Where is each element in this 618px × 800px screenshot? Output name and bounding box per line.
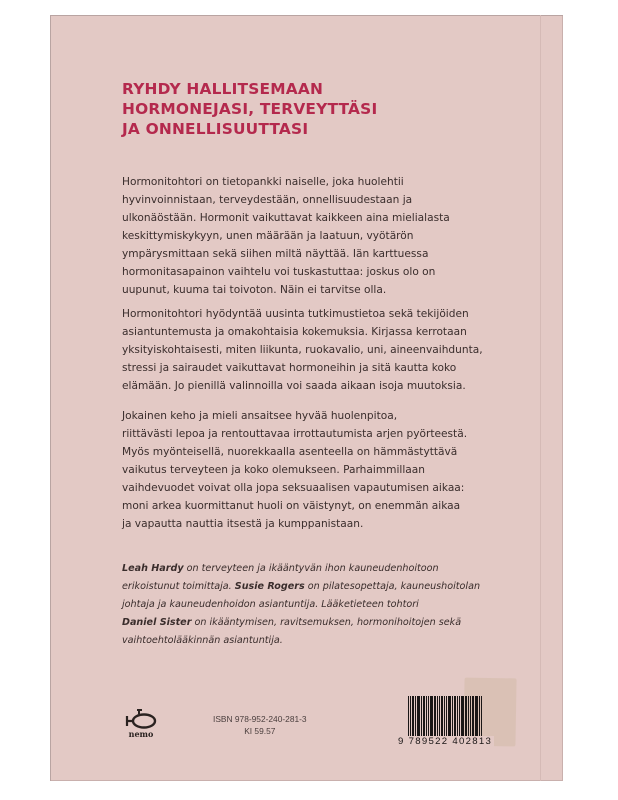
text-line: uupunut, kuuma tai toivoton. Näin ei tarvitse olla. bbox=[122, 284, 387, 296]
author-name: Leah Hardy bbox=[122, 563, 184, 574]
headline-line: JA ONNELLISUUTTASI bbox=[122, 120, 309, 138]
publisher-name: nemo bbox=[128, 729, 154, 739]
text-line: ja vapautta nauttia itsestä ja kumppanistaan. bbox=[122, 518, 364, 530]
publisher-logo bbox=[119, 708, 163, 748]
text-line: ulkonäöstään. Hormonit vaikuttavat kaikkeen aina mielialasta bbox=[122, 212, 450, 224]
text-line: stressi ja sairaudet vaikuttavat hormoneihin ja sitä kautta koko bbox=[122, 362, 457, 374]
text-line: keskittymiskykyyn, unen määrään ja laatuun, vyötärön bbox=[122, 230, 414, 242]
cover-fold-line bbox=[540, 15, 541, 781]
bio-text: erikoistunut toimittaja. bbox=[122, 581, 235, 592]
author-name: Susie Rogers bbox=[234, 581, 305, 592]
headline-line: HORMONEJASI, TERVEYTTÄSI bbox=[122, 100, 378, 118]
bio-line bbox=[122, 560, 480, 578]
text-line: elämään. Jo pienillä valinnoilla voi saada aikaan isoja muutoksia. bbox=[122, 380, 466, 392]
text-line: Myös myönteisellä, nuorekkaalla asenteella on hämmästyttävä bbox=[122, 446, 458, 458]
bio-text: on pilatesopettaja, kauneushoitolan bbox=[304, 581, 481, 592]
text-line: asiantuntemusta ja omakohtaisia kokemuksia. Kirjassa kerrotaan bbox=[122, 326, 467, 338]
headline-line: RYHDY HALLITSEMAAN bbox=[122, 80, 324, 98]
author-bios bbox=[122, 560, 480, 650]
text-line: vaikutus terveyteen ja koko olemukseen. Parhaimmillaan bbox=[122, 464, 425, 476]
text-line: hyvinvoinnistaan, terveydestään, onnellisuudestaan ja bbox=[122, 194, 413, 206]
text-line: moni arkea kuormittanut huoli on väistynyt, on enemmän aikaa bbox=[122, 500, 461, 512]
text-line: Hormonitohtori hyödyntää uusinta tutkimustietoa sekä tekijöiden bbox=[122, 308, 469, 320]
bio-line bbox=[122, 578, 480, 596]
text-line: hormonitasapainon vaihtelu voi tuskastuttaa: joskus olo on bbox=[122, 266, 436, 278]
library-classification: KI 59.57 bbox=[244, 726, 276, 736]
barcode-number: 9 789522 402813 bbox=[398, 736, 493, 747]
barcode-bars bbox=[408, 696, 502, 737]
text-line: vaihdevuodet voivat olla jopa seksuaalisen vapautumisen aikaa: bbox=[122, 482, 465, 494]
submarine-icon bbox=[125, 708, 157, 730]
bio-line: vaihtoehtolääkinnän asiantuntija. bbox=[122, 635, 283, 646]
ean-barcode bbox=[398, 696, 502, 751]
blurb-paragraph-3 bbox=[122, 407, 467, 533]
cover-headline bbox=[122, 79, 377, 139]
text-line: ympärysmittaan sekä siihen miltä näyttää. Iän karttuessa bbox=[122, 248, 429, 260]
bio-text: on terveyteen ja ikääntyvän ihon kauneudenhoitoon bbox=[183, 563, 439, 574]
author-name: Daniel Sister bbox=[122, 617, 192, 628]
bio-line: johtaja ja kauneudenhoidon asiantuntija. Lääketieteen tohtori bbox=[122, 599, 419, 610]
book-back-cover bbox=[50, 15, 563, 781]
isbn-block bbox=[213, 713, 307, 737]
text-line: Jokainen keho ja mieli ansaitsee hyvää huolenpitoa, bbox=[122, 410, 398, 422]
bio-text: on ikääntymisen, ravitsemuksen, hormonihoitojen sekä bbox=[191, 617, 462, 628]
bio-line bbox=[122, 614, 480, 632]
text-line: yksityiskohtaisesti, miten liikunta, ruokavalio, uni, aineenvaihdunta, bbox=[122, 344, 483, 356]
text-line: riittävästi lepoa ja rentouttavaa irrottautumista arjen pyörteestä. bbox=[122, 428, 468, 440]
text-line: Hormonitohtori on tietopankki naiselle, joka huolehtii bbox=[122, 176, 404, 188]
blurb-paragraph-1 bbox=[122, 173, 450, 299]
blurb-paragraph-2 bbox=[122, 305, 483, 395]
isbn-number: ISBN 978-952-240-281-3 bbox=[213, 714, 307, 724]
